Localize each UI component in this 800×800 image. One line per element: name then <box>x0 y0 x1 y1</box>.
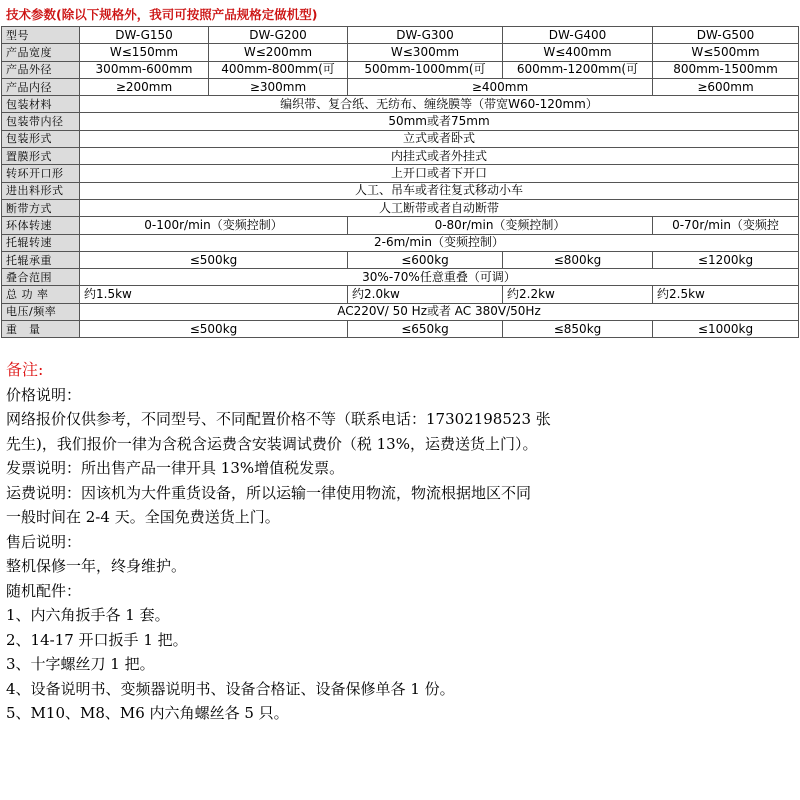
row-label: 产品宽度 <box>2 44 80 61</box>
table-cell: 800mm-1500mm <box>653 61 799 78</box>
table-cell: 0-70r/min（变频控 <box>653 217 799 234</box>
table-cell: W≤150mm <box>80 44 209 61</box>
note-line: 5、M10、M8、M6 内六角螺丝各 5 只。 <box>6 704 289 722</box>
table-row <box>2 199 799 216</box>
table-cell: 50mm或者75mm <box>80 113 799 130</box>
table-cell: 600mm-1200mm(可 <box>503 61 653 78</box>
note-line: 4、设备说明书、变频器说明书、设备合格证、设备保修单各 1 份。 <box>6 679 455 698</box>
table-row <box>2 321 799 338</box>
table-cell: ≥300mm <box>209 78 348 95</box>
table-cell: DW-G500 <box>653 27 799 44</box>
table-cell: DW-G200 <box>209 27 348 44</box>
table-row <box>2 148 799 165</box>
table-row <box>2 217 799 234</box>
table-cell: W≤500mm <box>653 44 799 61</box>
row-label: 产品内径 <box>2 78 80 95</box>
table-cell: ≤600kg <box>348 251 503 268</box>
table-row <box>2 96 799 113</box>
row-label: 进出料形式 <box>2 182 80 199</box>
table-cell: ≥400mm <box>348 78 653 95</box>
table-row <box>2 303 799 320</box>
row-label: 包装形式 <box>2 130 80 147</box>
row-label: 电压/频率 <box>2 303 80 320</box>
table-cell: 约1.5kw <box>80 286 348 303</box>
table-cell: DW-G150 <box>80 27 209 44</box>
note-line: 整机保修一年，终身维护。 <box>6 557 187 575</box>
table-row <box>2 234 799 251</box>
table-row <box>2 27 799 44</box>
spec-heading: 技术参数(除以下规格外，我司可按照产品规格定做机型) <box>6 7 318 22</box>
row-label: 重 量 <box>2 321 80 338</box>
table-cell: W≤300mm <box>348 44 503 61</box>
table-row <box>2 182 799 199</box>
notes-section <box>6 358 786 726</box>
table-cell: 人工断带或者自动断带 <box>80 199 799 216</box>
table-cell: DW-G400 <box>503 27 653 44</box>
note-line: 发票说明：所出售产品一律开具 13%增值税发票。 <box>6 459 345 477</box>
table-cell: 400mm-800mm(可 <box>209 61 348 78</box>
table-row <box>2 78 799 95</box>
table-cell: 500mm-1000mm(可 <box>348 61 503 78</box>
note-line: 售后说明： <box>6 532 82 551</box>
table-cell: 约2.5kw <box>653 286 799 303</box>
note-line: 网络报价仅供参考，不同型号、不同配置价格不等（联系电话：17302198523 张 <box>6 410 551 428</box>
row-label: 包装带内径 <box>2 113 80 130</box>
table-row <box>2 130 799 147</box>
note-line: 运费说明：因该机为大件重货设备，所以运输一律使用物流，物流根据地区不同 <box>6 483 532 502</box>
row-label: 托辊转速 <box>2 234 80 251</box>
note-line: 先生)，我们报价一律为含税含运费含安装调试费价（税 13%，运费送货上门）。 <box>6 434 538 453</box>
table-cell: ≥600mm <box>653 78 799 95</box>
notes-lines <box>6 383 786 726</box>
notes-title: 备注: <box>6 360 44 379</box>
table-row <box>2 165 799 182</box>
table-cell: ≤800kg <box>503 251 653 268</box>
table-cell: ≤850kg <box>503 321 653 338</box>
table-cell: 立式或者卧式 <box>80 130 799 147</box>
table-cell: 约2.0kw <box>348 286 503 303</box>
table-cell: 内挂式或者外挂式 <box>80 148 799 165</box>
table-row <box>2 44 799 61</box>
table-cell: ≤1200kg <box>653 251 799 268</box>
table-cell: ≤650kg <box>348 321 503 338</box>
note-line: 一般时间在 2-4 天。全国免费送货上门。 <box>6 508 280 526</box>
table-cell: 约2.2kw <box>503 286 653 303</box>
table-cell: 0-80r/min（变频控制） <box>348 217 653 234</box>
row-label: 型号 <box>2 27 80 44</box>
table-cell: W≤400mm <box>503 44 653 61</box>
table-cell: ≥200mm <box>80 78 209 95</box>
table-cell: DW-G300 <box>348 27 503 44</box>
table-cell: ≤500kg <box>80 321 348 338</box>
table-cell: 0-100r/min（变频控制） <box>80 217 348 234</box>
table-row <box>2 61 799 78</box>
spec-table <box>1 26 799 338</box>
row-label: 转环开口形 <box>2 165 80 182</box>
row-label: 包装材料 <box>2 96 80 113</box>
table-cell: 编织带、复合纸、无纺布、缠绕膜等（带宽W60-120mm） <box>80 96 799 113</box>
note-line: 随机配件： <box>6 581 82 600</box>
table-cell: 30%-70%任意重叠（可调） <box>80 269 799 286</box>
row-label: 断带方式 <box>2 199 80 216</box>
table-row <box>2 269 799 286</box>
table-cell: 人工、吊车或者往复式移动小车 <box>80 182 799 199</box>
table-row <box>2 113 799 130</box>
row-label: 叠合范围 <box>2 269 80 286</box>
table-cell: ≤500kg <box>80 251 348 268</box>
table-row <box>2 286 799 303</box>
note-line: 1、内六角扳手各 1 套。 <box>6 606 170 624</box>
table-cell: 300mm-600mm <box>80 61 209 78</box>
row-label: 总 功 率 <box>2 286 80 303</box>
table-cell: ≤1000kg <box>653 321 799 338</box>
table-cell: 2-6m/min（变频控制） <box>80 234 799 251</box>
note-line: 2、14-17 开口扳手 1 把。 <box>6 630 188 649</box>
note-line: 3、十字螺丝刀 1 把。 <box>6 655 155 673</box>
row-label: 置膜形式 <box>2 148 80 165</box>
row-label: 托辊承重 <box>2 251 80 268</box>
row-label: 环体转速 <box>2 217 80 234</box>
table-cell: W≤200mm <box>209 44 348 61</box>
table-row <box>2 251 799 268</box>
note-line: 价格说明： <box>6 385 82 404</box>
table-cell: 上开口或者下开口 <box>80 165 799 182</box>
table-cell: AC220V/ 50 Hz或者 AC 380V/50Hz <box>80 303 799 320</box>
row-label: 产品外径 <box>2 61 80 78</box>
